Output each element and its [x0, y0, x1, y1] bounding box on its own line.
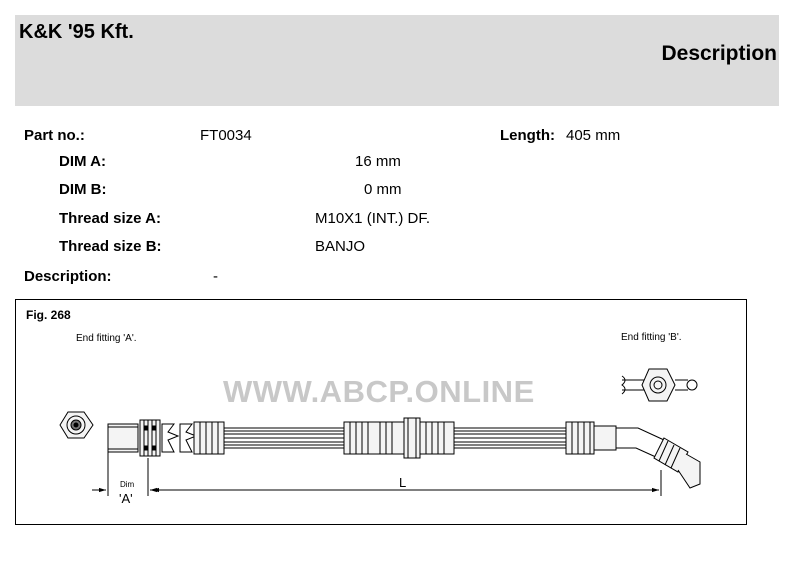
- fitting-b-label: End fitting 'B'.: [621, 332, 682, 343]
- length-label: Length:: [500, 127, 555, 144]
- length-value: 405 mm: [566, 127, 621, 144]
- fitting-b-side-view: [622, 369, 697, 401]
- page-title: Description: [661, 42, 777, 65]
- description-label: Description:: [24, 268, 112, 285]
- part-no-value: FT0034: [200, 127, 252, 144]
- dim-a-label: DIM A:: [59, 153, 106, 170]
- header-bar: [15, 15, 779, 106]
- fitting-a-label: End fitting 'A'.: [76, 333, 137, 344]
- length-marker: L: [399, 475, 407, 490]
- thread-b-value: BANJO: [315, 238, 366, 255]
- watermark: WWW.ABCP.ONLINE: [223, 374, 535, 409]
- hose-diagram: [15, 299, 747, 525]
- dim-b-label: DIM B:: [59, 181, 107, 198]
- dimension-lines: [92, 452, 661, 496]
- thread-a-label: Thread size A:: [59, 210, 161, 227]
- figure-number: Fig. 268: [26, 308, 71, 322]
- dim-a-value: 16 mm: [355, 153, 401, 170]
- dim-a-marker: 'A': [119, 491, 133, 506]
- fitting-a-front-view: [60, 412, 93, 438]
- company-name: K&K '95 Kft.: [19, 21, 134, 43]
- part-no-label: Part no.:: [24, 127, 85, 144]
- thread-a-value: M10X1 (INT.) DF.: [315, 210, 431, 227]
- dim-b-value: 0 mm: [364, 181, 402, 198]
- dim-caption: Dim: [120, 480, 135, 489]
- description-value: -: [213, 268, 218, 285]
- thread-b-label: Thread size B:: [59, 238, 162, 255]
